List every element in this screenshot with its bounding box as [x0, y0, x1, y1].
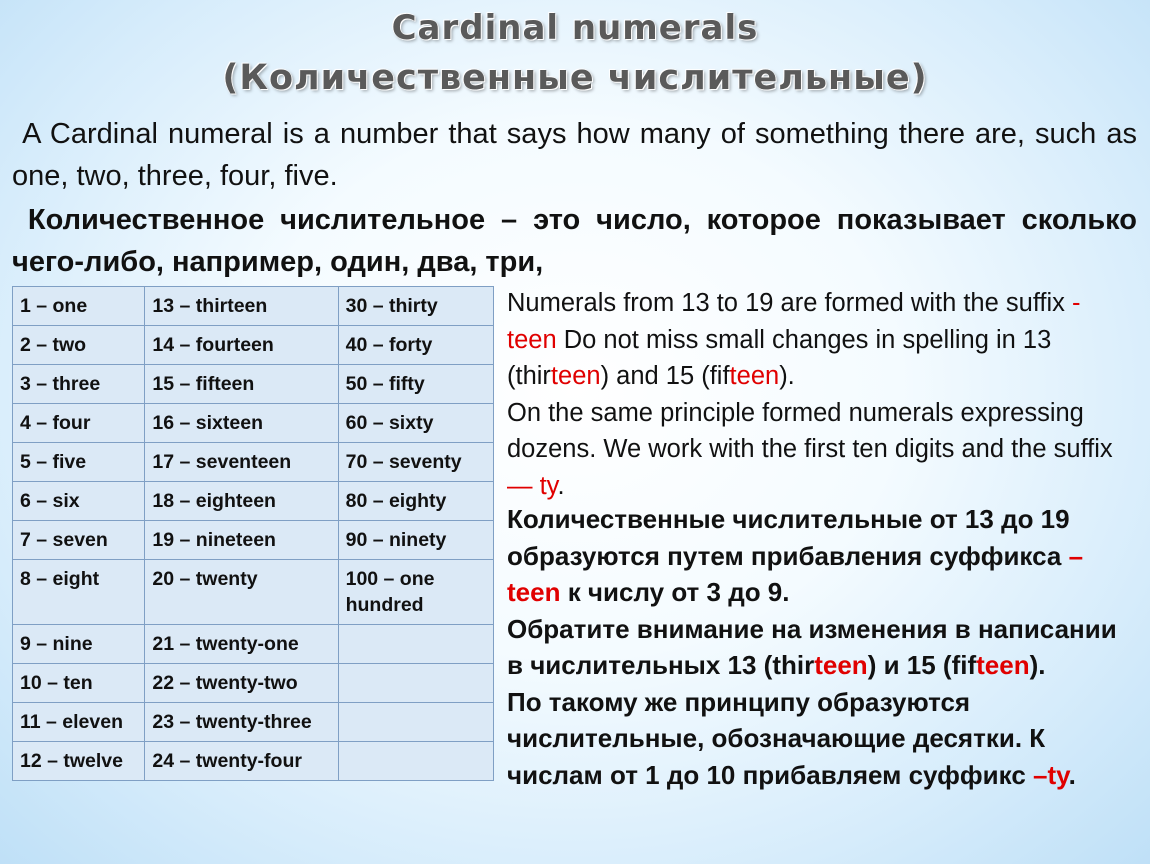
explanation-ru-part: Количественные числительные от 13 до 19 образуются путем прибавления суффикса [507, 504, 1070, 571]
table-cell: 13 – thirteen [145, 287, 338, 326]
numerals-table-body [13, 287, 494, 781]
table-cell: 20 – twenty [145, 560, 338, 625]
table-cell: 24 – twenty-four [145, 742, 338, 781]
table-row [13, 521, 494, 560]
explanation-ru-part: к числу от 3 до 9. [560, 577, 790, 607]
explanation-ru-part: . [1068, 759, 1076, 790]
suffix-highlight: teen [814, 650, 868, 680]
suffix-teen: -teen [507, 289, 1081, 354]
table-cell [338, 742, 493, 781]
explanation-en-part: . [557, 471, 565, 500]
table-cell: 60 – sixty [338, 404, 493, 443]
explanation-ru-part: ). [1029, 650, 1046, 680]
table-cell: 19 – nineteen [145, 521, 338, 560]
table-cell: 16 – sixteen [145, 404, 338, 443]
table-cell: 9 – nine [13, 625, 145, 664]
table-cell: 50 – fifty [338, 365, 493, 404]
explanation-ru-part: Обратите внимание на изменения в написании в числительных 13 (thir [507, 613, 1117, 680]
suffix-teen: –teen [507, 540, 1084, 607]
explanation-en-part: Do not miss small changes in spelling in 13 (thir [507, 325, 1052, 390]
table-row [13, 326, 494, 365]
table-cell: 12 – twelve [13, 742, 145, 781]
intro-english [12, 113, 1137, 197]
table-cell: 22 – twenty-two [145, 664, 338, 703]
explanation-english [507, 285, 1127, 504]
table-cell: 7 – seven [13, 521, 145, 560]
table-row [13, 482, 494, 521]
table-cell [338, 703, 493, 742]
explanation-ru-part: По такому же принципу образуются числительные, обозначающие десятки. К числам от 1 до 10 прибавляем суффикс [507, 686, 1046, 790]
table-cell: 5 – five [13, 443, 145, 482]
explanation-en-part: On the same principle formed numerals expressing dozens. We work with the first ten digits and the suffix [507, 398, 1113, 463]
table-cell: 17 – seventeen [145, 443, 338, 482]
table-row [13, 664, 494, 703]
table-cell: 8 – eight [13, 560, 145, 625]
table-cell: 70 – seventy [338, 443, 493, 482]
explanation-en-part: ) and 15 (fif [600, 362, 730, 390]
slide-title: Cardinal numerals [391, 8, 759, 48]
table-cell [338, 625, 493, 664]
table-cell: 23 – twenty-three [145, 703, 338, 742]
table-cell: 4 – four [13, 404, 145, 443]
table-row [13, 404, 494, 443]
table-cell: 11 – eleven [13, 703, 145, 742]
explanation-en-part: ). [779, 362, 795, 390]
table-row [13, 287, 494, 326]
table-row [13, 443, 494, 482]
table-cell: 90 – ninety [338, 521, 493, 560]
table-cell: 18 – eighteen [145, 482, 338, 521]
table-cell: 14 – fourteen [145, 326, 338, 365]
explanation-ru-part: ) и 15 (fif [867, 650, 977, 680]
table-cell: 6 – six [13, 482, 145, 521]
slide-subtitle: (Количественные числительные) [222, 58, 928, 98]
explanation-en-part: Numerals from 13 to 19 are formed with the suffix [507, 289, 1073, 317]
intro-russian [12, 199, 1137, 283]
suffix-highlight: teen [550, 362, 601, 390]
numerals-table [12, 286, 494, 781]
explanation-russian [507, 501, 1127, 793]
intro-russian-text: Количественное числительное – это число, которое показывает сколько чего-либо, например, один, два, три, [12, 204, 1137, 278]
table-cell: 3 – three [13, 365, 145, 404]
table-cell: 1 – one [13, 287, 145, 326]
table-cell: 30 – thirty [338, 287, 493, 326]
intro-english-text: A Cardinal numeral is a number that says how many of something there are, such as one, two, three, four, five. [12, 118, 1138, 192]
table-cell: 80 – eighty [338, 482, 493, 521]
table-cell: 100 – one hundred [338, 560, 493, 625]
table-cell: 15 – fifteen [145, 365, 338, 404]
table-row [13, 742, 494, 781]
table-cell: 40 – forty [338, 326, 493, 365]
suffix-ty: — ty [507, 471, 558, 500]
table-cell: 2 – two [13, 326, 145, 365]
table-row [13, 703, 494, 742]
suffix-highlight: teen [976, 650, 1030, 680]
table-row [13, 625, 494, 664]
table-cell: 10 – ten [13, 664, 145, 703]
table-row [13, 560, 494, 625]
suffix-ty: –ty [1033, 759, 1069, 790]
table-cell: 21 – twenty-one [145, 625, 338, 664]
table-cell [338, 664, 493, 703]
suffix-highlight: teen [729, 362, 780, 390]
table-row [13, 365, 494, 404]
